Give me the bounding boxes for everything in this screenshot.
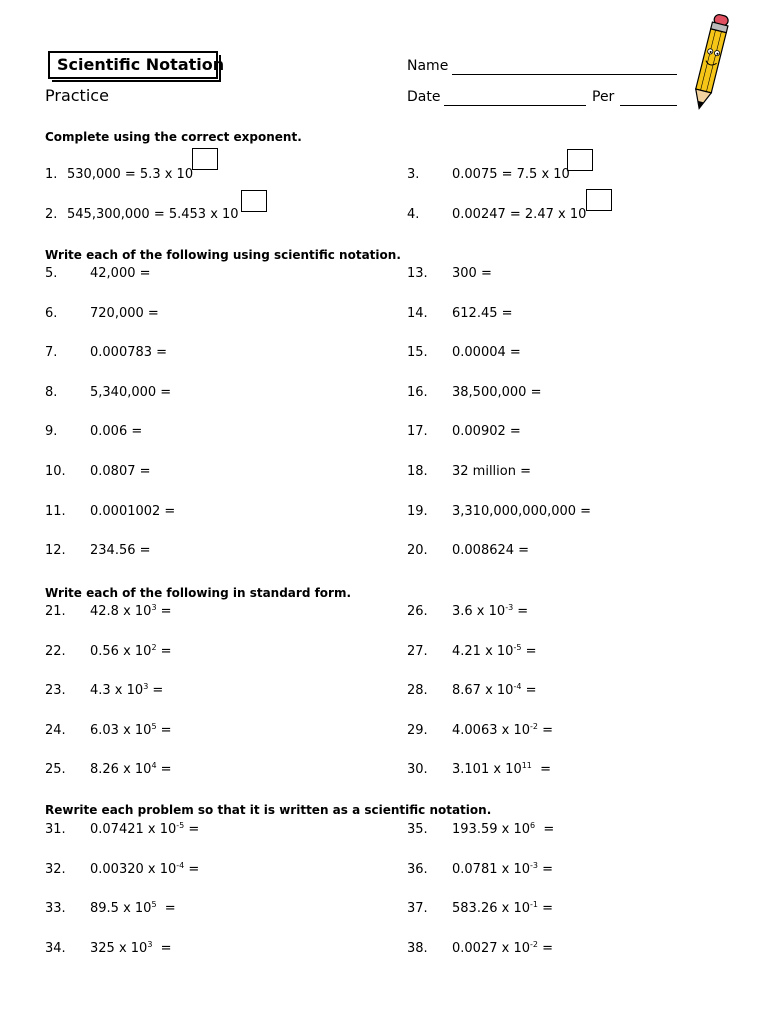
section-heading-rewrite: Rewrite each problem so that it is written as a scientific notation. — [45, 803, 492, 817]
expression-base: 8.26 x 10 — [90, 762, 152, 778]
problem-number: 8. — [45, 384, 58, 400]
problem-item — [407, 604, 528, 619]
expression-equals: = — [148, 683, 164, 699]
problem-expression: 0.0075 = 7.5 x 10 — [452, 167, 570, 182]
expression-exponent: -1 — [530, 900, 538, 910]
section-heading-scientific: Write each of the following using scientific notation. — [45, 248, 401, 262]
section-heading-standard: Write each of the following in standard form. — [45, 586, 352, 600]
problem-expression: 545,300,000 = 5.453 x 10 — [67, 207, 239, 222]
problem-item — [45, 424, 142, 439]
problem-expression: 3,310,000,000,000 = — [452, 503, 592, 519]
problem-number: 36. — [407, 861, 428, 877]
problem-item — [407, 167, 570, 182]
exponent-answer-box[interactable] — [567, 149, 593, 171]
expression-base: 4.0063 x 10 — [452, 722, 530, 738]
expression-base: 3.101 x 10 — [452, 762, 522, 778]
problem-item — [45, 604, 172, 619]
expression-exponent: -2 — [530, 721, 538, 731]
problem-number: 6. — [45, 305, 58, 321]
period-label: Per — [592, 89, 615, 105]
problem-expression: 0.00902 = — [452, 424, 521, 440]
problem-number: 5. — [45, 266, 58, 281]
problem-item — [45, 822, 199, 837]
problem-item — [407, 644, 536, 659]
expression-base: 6.03 x 10 — [90, 722, 152, 738]
problem-item — [45, 385, 171, 400]
expression-exponent: 3 — [151, 603, 157, 612]
problem-expression: 32 million = — [452, 464, 532, 479]
expression-base: 4.3 x 10 — [90, 683, 144, 699]
problem-number: 3. — [407, 167, 420, 182]
problem-item — [407, 266, 492, 281]
expression-exponent: 5 — [151, 900, 157, 910]
problem-number: 37. — [407, 901, 428, 917]
problem-number: 12. — [45, 543, 66, 559]
problem-item — [407, 464, 531, 479]
expression-exponent: 6 — [530, 821, 536, 830]
expression-equals: = — [184, 822, 200, 837]
problem-item — [407, 207, 586, 222]
problem-item — [407, 941, 553, 956]
expression-base: 3.6 x 10 — [452, 604, 506, 619]
problem-expression — [452, 822, 554, 837]
problem-number: 14. — [407, 305, 428, 321]
problem-item — [45, 683, 163, 698]
problem-expression: 5,340,000 = — [90, 384, 172, 400]
problem-number: 24. — [45, 722, 66, 738]
problem-number: 23. — [45, 683, 66, 699]
problem-number: 11. — [45, 503, 66, 519]
expression-exponent: -5 — [176, 821, 185, 830]
problem-number: 16. — [407, 384, 428, 400]
problem-item — [45, 306, 159, 321]
problem-item — [45, 862, 199, 877]
problem-expression: 42,000 = — [90, 266, 151, 281]
problem-expression — [90, 723, 172, 738]
problem-item — [407, 762, 551, 777]
expression-exponent: 3 — [143, 682, 149, 692]
problem-number: 33. — [45, 901, 66, 917]
problem-number: 10. — [45, 464, 66, 479]
problem-expression — [452, 941, 553, 956]
problem-expression — [90, 941, 172, 956]
expression-exponent: 11 — [521, 761, 532, 771]
problem-number: 9. — [45, 424, 58, 440]
problem-number: 19. — [407, 503, 428, 519]
problem-item — [45, 723, 172, 738]
expression-equals: = — [156, 762, 172, 778]
expression-base: 42.8 x 10 — [90, 604, 152, 619]
expression-equals: = — [513, 604, 529, 619]
problem-expression — [90, 822, 199, 837]
expression-equals: = — [156, 643, 172, 659]
problem-expression: 0.0001002 = — [90, 503, 176, 519]
problem-number: 22. — [45, 643, 66, 659]
problem-expression — [452, 723, 553, 738]
problem-item — [45, 266, 151, 281]
expression-equals: = — [537, 722, 554, 738]
problem-item — [407, 385, 541, 400]
expression-exponent: 3 — [147, 939, 153, 949]
problem-expression — [452, 762, 551, 777]
expression-exponent: 5 — [151, 721, 157, 731]
expression-equals: = — [152, 940, 172, 956]
problem-number: 34. — [45, 940, 66, 956]
expression-base: 89.5 x 10 — [90, 901, 152, 917]
problem-item — [407, 424, 521, 439]
expression-equals: = — [184, 861, 200, 877]
problem-number: 31. — [45, 822, 66, 837]
problem-number: 13. — [407, 266, 428, 281]
expression-equals: = — [537, 940, 554, 956]
pencil-icon — [688, 10, 734, 120]
problem-expression: 0.006 = — [90, 424, 143, 440]
expression-exponent: 2 — [151, 642, 157, 652]
problem-number: 32. — [45, 861, 66, 877]
problem-number: 25. — [45, 762, 66, 778]
expression-base: 325 x 10 — [90, 940, 148, 956]
problem-expression — [452, 683, 536, 698]
problem-item — [45, 543, 151, 558]
problem-number: 1. — [45, 167, 58, 182]
expression-equals: = — [531, 762, 552, 778]
problem-item — [407, 862, 553, 877]
problem-item — [407, 822, 554, 837]
exponent-answer-box[interactable] — [192, 148, 218, 170]
section-heading-exponent: Complete using the correct exponent. — [45, 130, 302, 144]
expression-base: 0.07421 x 10 — [90, 822, 177, 837]
problem-number: 38. — [407, 940, 428, 956]
problem-item — [45, 464, 151, 479]
problem-number: 7. — [45, 345, 58, 361]
expression-base: 0.0781 x 10 — [452, 861, 530, 877]
expression-equals: = — [156, 722, 172, 738]
problem-item — [45, 901, 176, 916]
expression-equals: = — [156, 604, 172, 619]
problem-expression — [90, 644, 172, 659]
expression-base: 0.0027 x 10 — [452, 940, 530, 956]
period-field-line[interactable] — [620, 105, 677, 106]
problem-expression — [90, 901, 176, 916]
expression-base: 0.00320 x 10 — [90, 861, 177, 877]
problem-expression: 234.56 = — [90, 543, 151, 559]
problem-item — [407, 306, 513, 321]
expression-exponent: -4 — [176, 860, 185, 870]
problem-item — [407, 543, 529, 558]
expression-equals: = — [521, 643, 537, 659]
problem-number: 21. — [45, 604, 66, 619]
problem-expression — [90, 604, 172, 619]
expression-equals: = — [156, 901, 176, 917]
problem-expression: 300 = — [452, 266, 492, 281]
problem-expression: 0.000783 = — [90, 345, 168, 361]
name-label: Name — [407, 58, 449, 74]
expression-equals: = — [521, 683, 537, 699]
problem-expression: 612.45 = — [452, 305, 513, 321]
expression-base: 193.59 x 10 — [452, 822, 530, 837]
problem-expression: 530,000 = 5.3 x 10 — [67, 167, 194, 182]
problem-number: 15. — [407, 345, 428, 361]
expression-base: 4.21 x 10 — [452, 643, 514, 659]
problem-number: 27. — [407, 643, 428, 659]
problem-expression — [90, 683, 163, 698]
problem-item — [45, 345, 167, 360]
problem-item — [45, 644, 172, 659]
expression-exponent: -5 — [513, 642, 522, 652]
problem-number: 2. — [45, 207, 58, 222]
problem-item — [407, 345, 521, 360]
exponent-answer-box[interactable] — [586, 189, 612, 211]
expression-base: 0.56 x 10 — [90, 643, 152, 659]
date-field-line[interactable] — [444, 105, 586, 106]
exponent-answer-box[interactable] — [241, 190, 267, 212]
expression-exponent: -2 — [530, 939, 538, 949]
expression-base: 8.67 x 10 — [452, 683, 514, 699]
problem-number: 26. — [407, 604, 428, 619]
problem-expression — [452, 644, 536, 659]
problem-number: 30. — [407, 762, 428, 778]
problem-item — [407, 504, 591, 519]
expression-equals: = — [535, 822, 555, 837]
problem-expression: 38,500,000 = — [452, 384, 542, 400]
problem-item — [407, 723, 553, 738]
problem-item — [45, 504, 175, 519]
problem-expression — [90, 862, 199, 877]
date-label: Date — [407, 89, 441, 105]
problem-item — [407, 901, 553, 916]
problem-item — [45, 207, 239, 222]
problem-number: 18. — [407, 464, 428, 479]
expression-exponent: -4 — [513, 682, 522, 692]
problem-number: 4. — [407, 207, 420, 222]
expression-exponent: -3 — [505, 603, 514, 612]
expression-equals: = — [537, 901, 554, 917]
expression-exponent: -3 — [530, 860, 538, 870]
problem-number: 17. — [407, 424, 428, 440]
problem-expression — [452, 901, 553, 916]
problem-expression: 0.00247 = 2.47 x 10 — [452, 207, 587, 222]
problem-expression: 0.0807 = — [90, 464, 151, 479]
problem-item — [45, 167, 193, 182]
problem-expression: 0.008624 = — [452, 543, 530, 559]
problem-item — [407, 683, 536, 698]
problem-number: 35. — [407, 822, 428, 837]
problem-expression — [452, 862, 553, 877]
problem-item — [45, 941, 172, 956]
worksheet-subtitle: Practice — [45, 86, 109, 105]
problem-expression — [452, 604, 528, 619]
problem-expression: 0.00004 = — [452, 345, 521, 361]
expression-equals: = — [537, 861, 554, 877]
problem-expression — [90, 762, 172, 777]
expression-exponent: 4 — [151, 761, 157, 771]
problem-number: 28. — [407, 683, 428, 699]
problem-number: 20. — [407, 543, 428, 559]
problem-item — [45, 762, 172, 777]
name-field-line[interactable] — [452, 74, 677, 75]
problem-number: 29. — [407, 722, 428, 738]
worksheet-title: Scientific Notation — [48, 51, 218, 79]
expression-base: 583.26 x 10 — [452, 901, 530, 917]
problem-expression: 720,000 = — [90, 305, 159, 321]
